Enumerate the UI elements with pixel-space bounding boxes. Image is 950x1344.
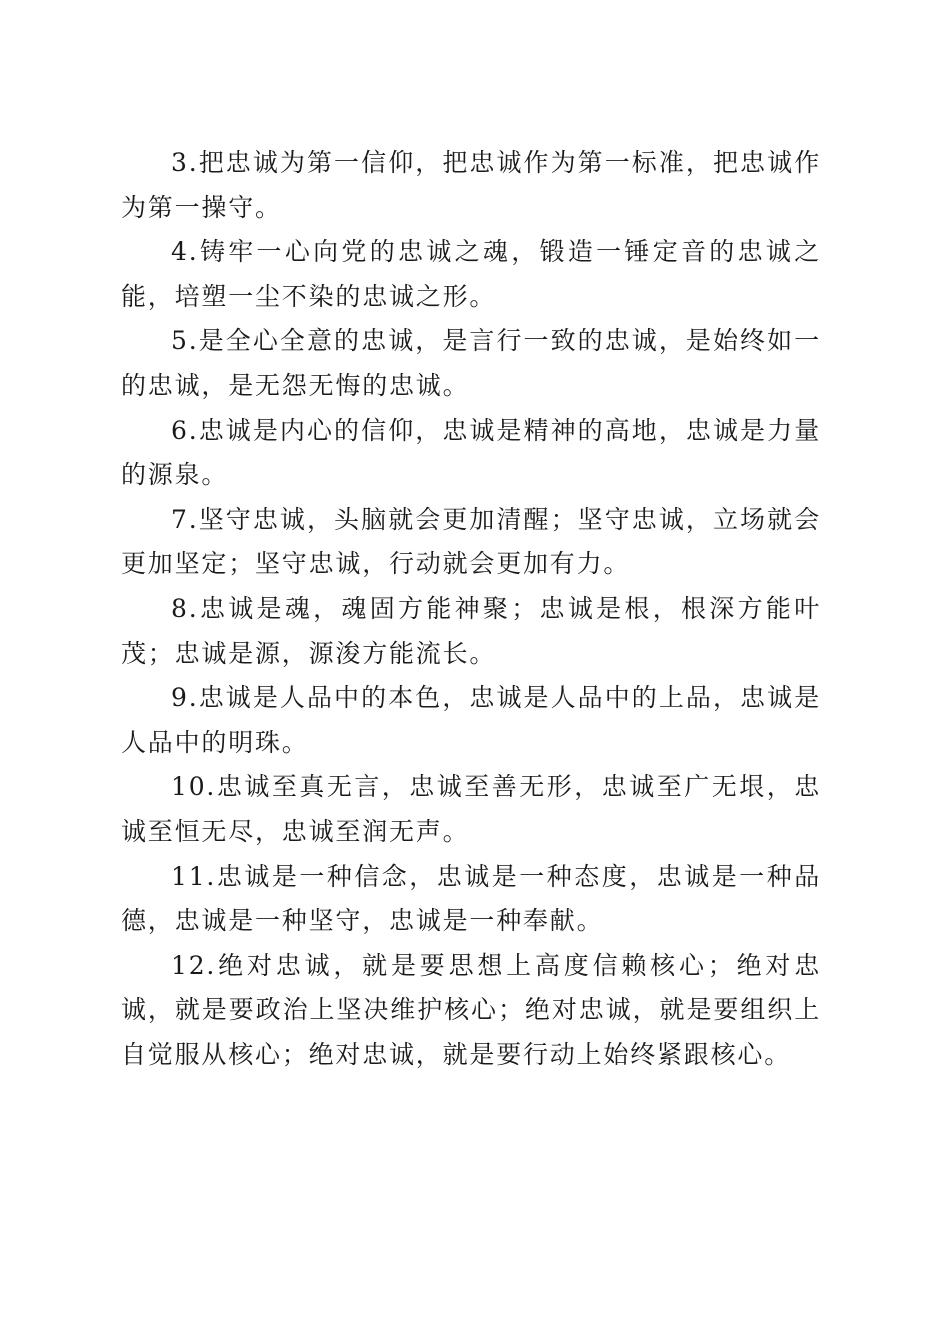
paragraph-10: 10.忠诚至真无言，忠诚至善无形，忠诚至广无垠，忠诚至恒无尽，忠诚至润无声。 <box>121 772 821 846</box>
paragraph-4: 4.铸牢一心向党的忠诚之魂，锻造一锤定音的忠诚之能，培塑一尘不染的忠诚之形。 <box>121 237 821 311</box>
paragraph-6: 6.忠诚是内心的信仰，忠诚是精神的高地，忠诚是力量的源泉。 <box>121 415 821 490</box>
paragraph-9: 9.忠诚是人品中的本色，忠诚是人品中的上品，忠诚是人品中的明珠。 <box>121 683 821 757</box>
paragraph-8: 8.忠诚是魂，魂固方能神聚；忠诚是根，根深方能叶茂；忠诚是源，源浚方能流长。 <box>121 593 821 668</box>
document-body <box>121 141 821 1077</box>
paragraph-5: 5.是全心全意的忠诚，是言行一致的忠诚，是始终如一的忠诚，是无怨无悔的忠诚。 <box>121 326 821 400</box>
paragraph-7: 7.坚守忠诚，头脑就会更加清醒；坚守忠诚，立场就会更加坚定；坚守忠诚，行动就会更加有力。 <box>121 504 821 579</box>
paragraph-12: 12.绝对忠诚，就是要思想上高度信赖核心；绝对忠诚，就是要政治上坚决维护核心；绝对忠诚，就是要组织上自觉服从核心；绝对忠诚，就是要行动上始终紧跟核心。 <box>121 950 821 1069</box>
paragraph-11: 11.忠诚是一种信念，忠诚是一种态度，忠诚是一种品德，忠诚是一种坚守，忠诚是一种奉献。 <box>121 861 821 936</box>
paragraph-3: 3.把忠诚为第一信仰，把忠诚作为第一标准，把忠诚作为第一操守。 <box>121 148 821 222</box>
